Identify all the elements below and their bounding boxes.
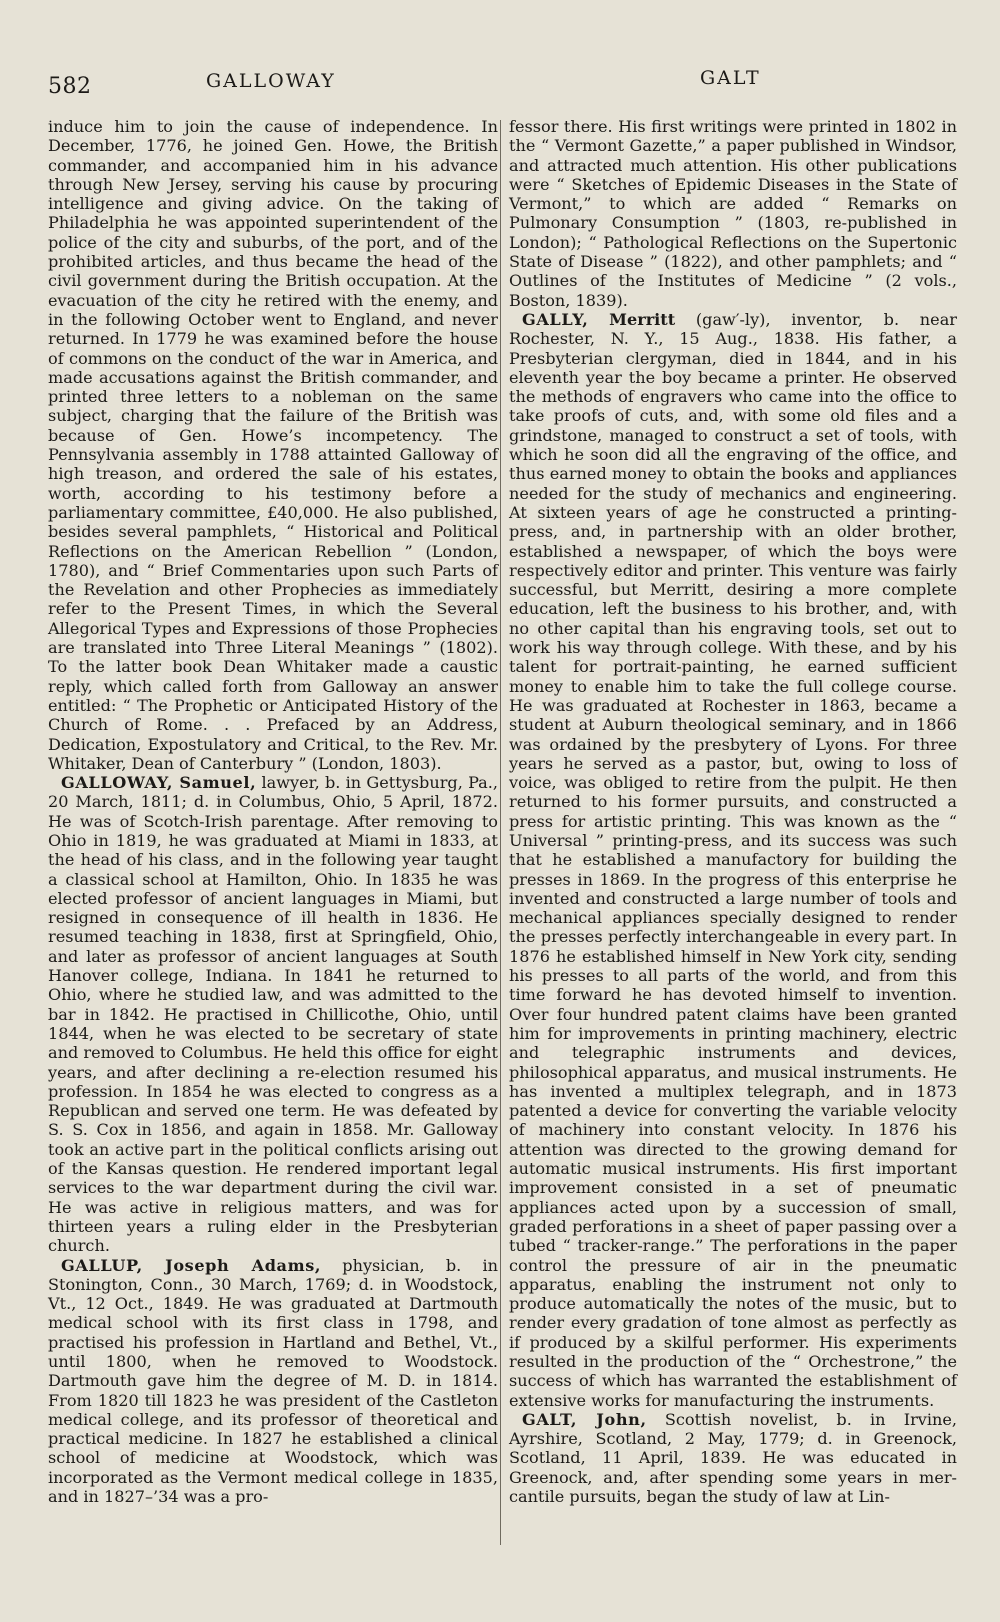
entry-galloway-joseph-continued: induce him to join the cause of independence. In December, 1776, he joined Gen. Howe, the British commander, and accompanied him in his advance through New Jersey, serving his cause by procuring intelligence and giving advice. On the taking of Philadelphia he was appointed superintendent of the police of the city and suburbs, of the port, and of the prohibited articles, and thus became the head of the civil government during the British occupation. At the evacuation of the city he retired with the enemy, and in the following October went to England, and never returned. In 1779 he was examined before the house of commons on the conduct of the war in America, and made accusations against the British commander, and printed three letters to a nobleman on the same subject, charging that the failure of the British was because of Gen. Howe’s incompetency. The Pennsylvania assembly in 1788 attainted Galloway of high treason, and ordered the sale of his estates, worth, according to his testimony before a parliamentary committee, £40,000. He also published, besides several pamphlets, “ Historical and Political Reflections on the American Rebellion ” (London, 1780), and “ Brief Commentaries upon such Parts of the Revelation and other Prophecies as immediately refer to the Present Times, in which the Several Allegorical Types and Expressions of those Prophecies are translated into Three Literal Meanings ” (1802). To the latter book Dean Whitaker made a caustic reply, which called forth from Galloway an answer entitled: “ The Prophetic or Anticipated History of the Church of Rome. . . Prefaced by an Address, Dedication, Expostulatory and Critical, to the Rev. Mr. Whitaker, Dean of Canterbury ” (London, 1803). <box>48 117 498 773</box>
entry-text: lawyer, b. in Gettysburg, Pa., 20 March, 1811; d. in Columbus, Ohio, 5 April, 1872. He was of Scotch-Irish parentage. After removing to Ohio in 1819, he was graduated at Miami in 1833, at the head of his class, and in the following year taught a classical school at Hamilton, Ohio. In 1835 he was elected professor of ancient languages in Miami, but resigned in consequence of ill health in 1836. He resumed teaching in 1838, first at Springfield, Ohio, and later as professor of ancient languages at South Hanover college, Indiana. In 1841 he returned to Ohio, where he studied law, and was admitted to the bar in 1842. He practised in Chillicothe, Ohio, until 1844, when he was elected to be secretary of state and removed to Columbus. He held this office for eight years, and after declining a re-election resumed his profession. In 1854 he was elected to congress as a Republican and served one term. He was defeated by S. S. Cox in 1856, and again in 1858. Mr. Galloway took an active part in the political conflicts arising out of the Kansas question. He rendered important legal services to the war department during the civil war. He was active in religious matters, and was for thirteen years a ruling elder in the Presbyterian church. <box>48 773 498 1256</box>
headword-surname: GALLY, <box>522 309 589 329</box>
left-column <box>48 117 498 1506</box>
entry-galt-john <box>509 1410 957 1506</box>
column-divider <box>500 120 501 1545</box>
page-number: 582 <box>48 74 92 99</box>
headword: GALLUP, Joseph Adams, <box>61 1255 322 1275</box>
entry-gallup-joseph <box>48 1256 498 1507</box>
right-running-head: GALT <box>700 67 761 89</box>
headword: GALT, John, <box>522 1409 647 1429</box>
entry-text: (gaw′-ly), inventor, b. near Rochester, N. Y., 15 Aug., 1838. His father, a Presbyterian clergyman, died in 1844, and in his eleventh year the boy became a printer. He observed the methods of engravers who came into the office to take proofs of cuts, and, with some old files and a grindstone, managed to construct a set of tools, with which he soon did all the engraving of the office, and thus earned money to obtain the books and appliances needed for the study of mechanics and engineering. At sixteen years of age he constructed a printing-press, and, in partnership with an older brother, established a newspaper, of which the boys were respectively editor and printer. This venture was fairly successful, but Merritt, desiring a more complete education, left the business to his brother, and, with no other capital than his engraving tools, set out to work his way through college. With these, and by his talent for portrait-painting, he earned sufficient money to enable him to take the full college course. He was graduated at Rochester in 1863, became a student at Auburn theological seminary, and in 1866 was ordained by the presbytery of Lyons. For three years he served as a pastor, but, owing to loss of voice, was obliged to retire from the pulpit. He then returned to his former pursuits, and constructed a press for artistic printing. This was known as the “ Universal ” printing-press, and its success was such that he established a manufactory for building the presses in 1869. In the progress of this enterprise he invented and constructed a large number of tools and mechanical appliances specially designed to render the presses perfectly interchangeable in every part. In 1876 he established himself in New York city, sending his presses to all parts of the world, and from this time forward he has devoted himself to invention. Over four hundred patent claims have been granted him for improvements in printing machinery, electric and telegraphic instruments and devices, philosophical apparatus, and musical instruments. He has invented a multiplex telegraph, and in 1873 patented a device for converting the variable velocity of machinery into constant velocity. In 1876 his attention was directed to the growing demand for automatic musical instruments. His first important improvement consisted in a set of pneumatic appliances acted upon by a succession of small, graded perforations in a sheet of paper passing over a tubed “ tracker-range.” The perforations in the paper control the pressure of air in the pneumatic apparatus, enabling the instrument not only to produce automatically the notes of the music, but to render every gradation of tone almost as perfectly as if produced by a skilful performer. His experiments resulted in the production of the “ Orchestrone,” the success of which has warranted the establishment of extensive works for manufacturing the instruments. <box>509 309 957 1410</box>
entry-gally-merritt <box>509 310 957 1410</box>
running-header <box>0 62 1000 102</box>
right-column <box>509 117 957 1506</box>
left-running-head: GALLOWAY <box>206 70 336 92</box>
headword-given-name: Merritt <box>609 309 676 329</box>
entry-text: physician, b. in Stonington, Conn., 30 March, 1769; d. in Woodstock, Vt., 12 Oct., 1849. He was graduated at Dartmouth medical school with its first class in 1798, and practised his profession in Hartland and Bethel, Vt., until 1800, when he removed to Woodstock. Dartmouth gave him the degree of M. D. in 1814. From 1820 till 1823 he was president of the Castleton medical college, and its professor of theoretical and practical medicine. In 1827 he established a clinical school of medicine at Woodstock, which was incorporated as the Vermont medical college in 1835, and in 1827–’34 was a pro- <box>48 1255 498 1507</box>
entry-text: Scottish novelist, b. in Irvine, Ayrshire, Scotland, 2 May, 1779; d. in Greenock, Scotland, 11 April, 1839. He was educated in Greenock, and, after spending some years in mercantile pursuits, began the study of law at Lin- <box>509 1409 958 1507</box>
entry-gallup-joseph-continued: fessor there. His first writings were printed in 1802 in the “ Vermont Gazette,” a paper published in Windsor, and attracted much attention. His other publications were “ Sketches of Epidemic Diseases in the State of Vermont,” to which are added “ Remarks on Pulmonary Consumption ” (1803, re-published in London); “ Pathological Reflections on the Supertonic State of Disease ” (1822), and other pamphlets; and “ Outlines of the Institutes of Medicine ” (2 vols., Boston, 1839). <box>509 117 957 310</box>
headword: GALLOWAY, Samuel, <box>61 773 257 793</box>
entry-galloway-samuel <box>48 773 498 1255</box>
